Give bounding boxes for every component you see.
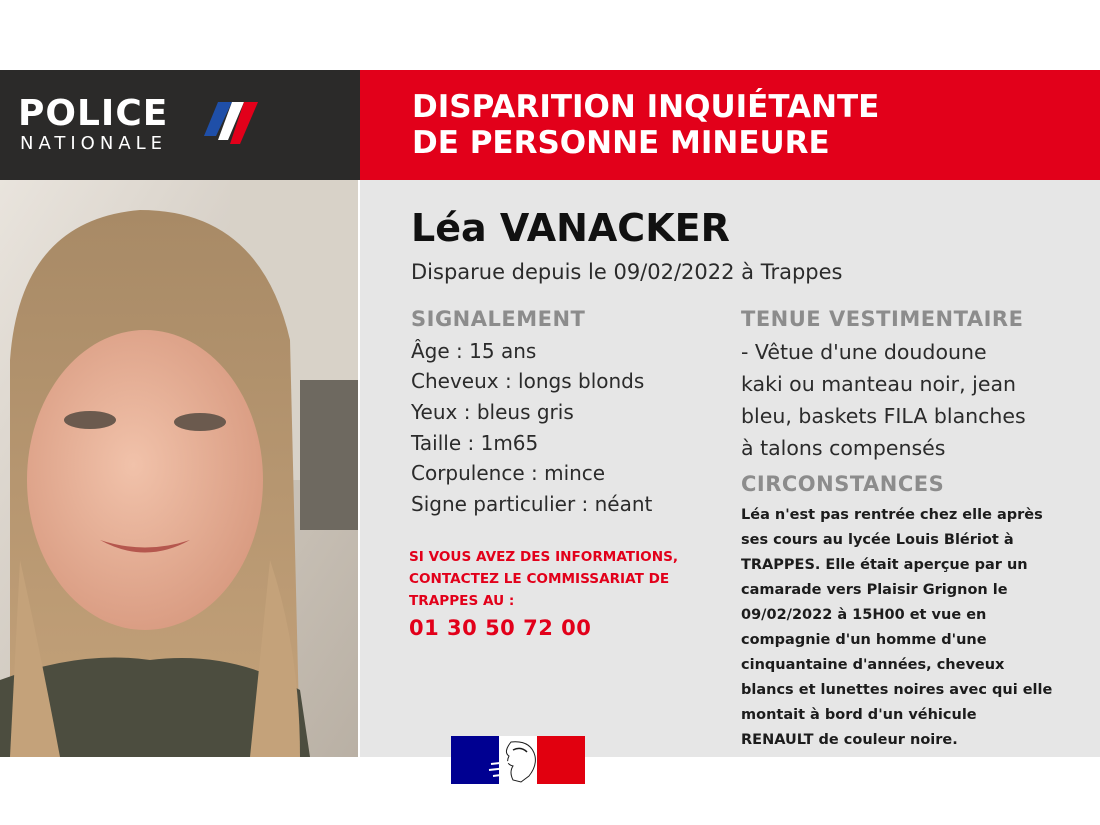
- signalement-line: Corpulence : mince: [411, 461, 606, 485]
- alert-title-line-1: DISPARITION INQUIÉTANTE: [412, 89, 880, 125]
- police-nationale-logo: [0, 70, 360, 180]
- signalement-line: Âge : 15 ans: [411, 339, 537, 363]
- contact-line: TRAPPES AU :: [409, 593, 515, 609]
- circonstances-line: TRAPPES. Elle était aperçue par un: [741, 557, 1028, 573]
- tenue-line: bleu, baskets FILA blanches: [741, 404, 1026, 428]
- tenue-line: - Vêtue d'une doudoune: [741, 340, 987, 364]
- tenue-line: à talons compensés: [741, 436, 946, 460]
- police-tricolor-stripes-icon: [202, 100, 260, 146]
- signalement-line: Yeux : bleus gris: [411, 400, 574, 424]
- tenue-line: kaki ou manteau noir, jean: [741, 372, 1017, 396]
- signalement-heading: SIGNALEMENT: [411, 307, 586, 331]
- missing-person-poster: [0, 70, 1100, 757]
- contact-phone-number: 01 30 50 72 00: [409, 616, 592, 640]
- contact-line: CONTACTEZ LE COMMISSARIAT DE: [409, 571, 670, 587]
- missing-since-text: Disparue depuis le 09/02/2022 à Trappes: [411, 260, 843, 284]
- circonstances-line: blancs et lunettes noires avec qui elle: [741, 682, 1053, 698]
- circonstances-line: cinquantaine d'années, cheveux: [741, 657, 1005, 673]
- brand-police-text: POLICE: [18, 93, 169, 134]
- tenue-heading: TENUE VESTIMENTAIRE: [741, 307, 1024, 331]
- alert-title-line-2: DE PERSONNE MINEURE: [412, 125, 830, 161]
- circonstances-line: montait à bord d'un véhicule: [741, 707, 977, 723]
- circonstances-line: ses cours au lycée Louis Blériot à: [741, 532, 1014, 548]
- circonstances-line: camarade vers Plaisir Grignon le: [741, 582, 1008, 598]
- brand-nationale-text: NATIONALE: [20, 133, 168, 154]
- signalement-line: Signe particulier : néant: [411, 492, 653, 516]
- circonstances-heading: CIRCONSTANCES: [741, 472, 945, 496]
- alert-title-banner: [360, 70, 1100, 180]
- contact-line: SI VOUS AVEZ DES INFORMATIONS,: [409, 549, 679, 565]
- signalement-line: Taille : 1m65: [411, 431, 539, 455]
- circonstances-line: Léa n'est pas rentrée chez elle après: [741, 507, 1043, 523]
- circonstances-line: 09/02/2022 à 15H00 et vue en: [741, 607, 987, 623]
- missing-person-photo: [0, 180, 358, 757]
- circonstances-line: RENAULT de couleur noire.: [741, 732, 958, 748]
- signalement-line: Cheveux : longs blonds: [411, 369, 645, 393]
- circonstances-line: compagnie d'un homme d'une: [741, 632, 987, 648]
- info-panel: [360, 180, 1100, 757]
- marianne-republic-logo: [451, 736, 585, 784]
- person-name: Léa VANACKER: [411, 206, 730, 250]
